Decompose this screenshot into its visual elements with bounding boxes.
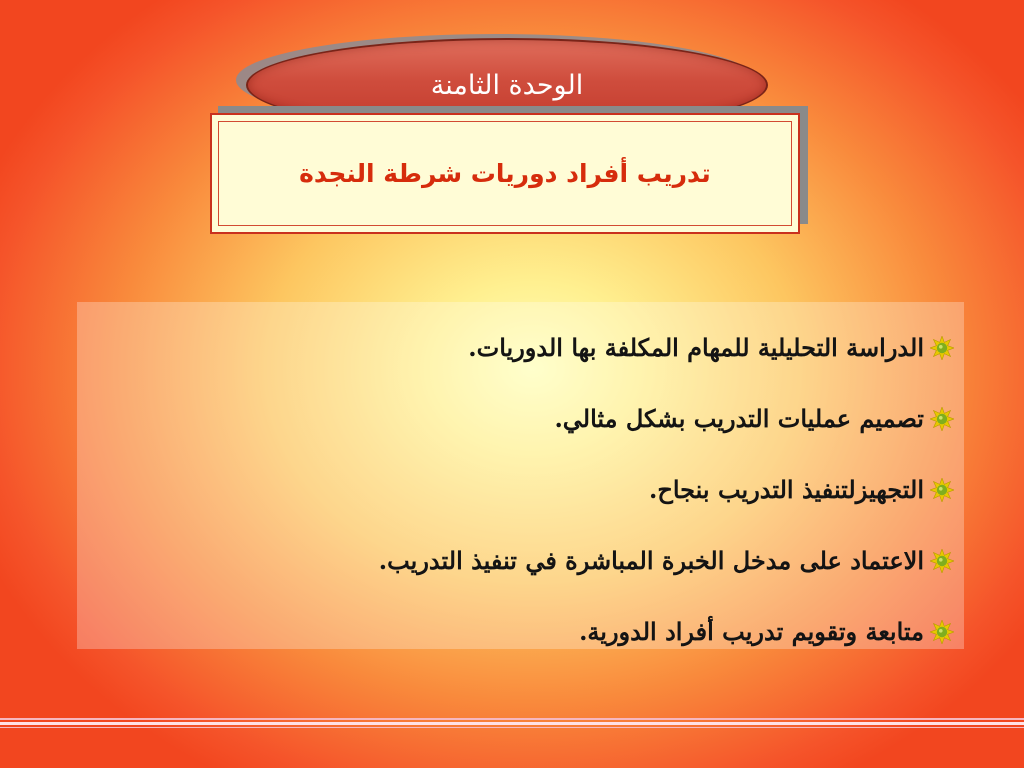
- starburst-bullet-icon: [930, 407, 954, 431]
- bullet-text: الاعتماد على مدخل الخبرة المباشرة في تنفيذ التدريب.: [378, 546, 924, 575]
- bottom-decorative-lines: [0, 718, 1024, 732]
- starburst-bullet-icon: [930, 478, 954, 502]
- starburst-bullet-icon: [930, 336, 954, 360]
- starburst-bullet-icon: [930, 620, 954, 644]
- bullet-text: متابعة وتقويم تدريب أفراد الدورية.: [579, 617, 924, 646]
- list-item: [87, 596, 954, 667]
- content-panel: [77, 302, 964, 649]
- unit-label: الوحدة الثامنة: [430, 69, 584, 101]
- title-box: [210, 113, 800, 234]
- list-item: [87, 312, 954, 383]
- title-box-inner-border: [218, 121, 792, 226]
- decorative-line: [0, 718, 1024, 720]
- bullet-text: التجهيزلتنفيذ التدريب بنجاح.: [649, 475, 924, 504]
- bullet-list: [87, 312, 954, 667]
- slide-title: تدريب أفراد دوريات شرطة النجدة: [299, 159, 711, 188]
- list-item: [87, 525, 954, 596]
- decorative-line: [0, 727, 1024, 728]
- list-item: [87, 383, 954, 454]
- bullet-text: تصميم عمليات التدريب بشكل مثالي.: [554, 404, 924, 433]
- bullet-text: الدراسة التحليلية للمهام المكلفة بها الدوريات.: [468, 333, 924, 362]
- decorative-line: [0, 722, 1024, 725]
- starburst-bullet-icon: [930, 549, 954, 573]
- list-item: [87, 454, 954, 525]
